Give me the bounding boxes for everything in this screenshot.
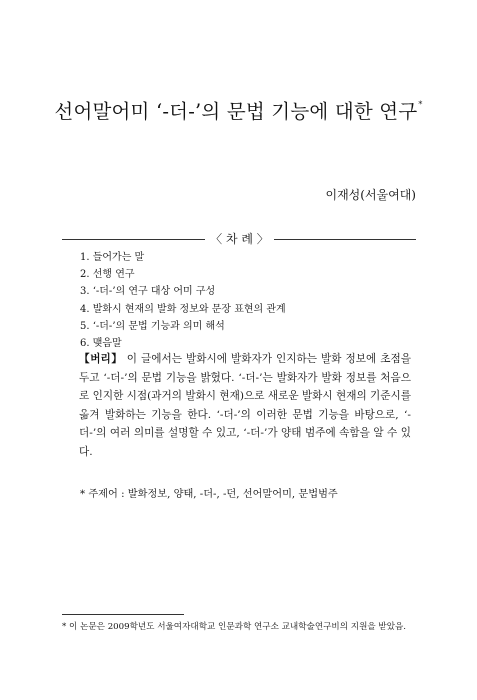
toc-item: 2. 선행 연구	[80, 269, 135, 281]
footnote: * 이 논문은 2009학년도 서울여자대학교 인문과학 연구소 교내학술연구비의 지원을 받았음.	[62, 622, 407, 632]
toc-item: 6. 맺음말	[80, 338, 122, 350]
toc-item: 5. ‘-더-’의 문법 기능과 의미 해석	[80, 320, 225, 332]
footnote-divider	[62, 614, 184, 615]
author-affiliation: 이재성(서울여대)	[325, 188, 416, 202]
toc-item: 3. ‘-더-’의 연구 대상 어미 구성	[80, 286, 216, 298]
toc-item: 4. 발화시 현재의 발화 정보와 문장 표현의 관계	[80, 303, 286, 315]
toc-list	[80, 249, 286, 352]
abstract	[79, 350, 411, 461]
toc-item: 1. 들어가는 말	[80, 252, 145, 263]
paper-title-text: 선어말어미 ‘-더-’의 문법 기능에 대한 연구	[54, 100, 418, 123]
toc-heading-label: 〈 차 례 〉	[210, 232, 269, 246]
toc-heading	[62, 230, 416, 248]
toc-rule-right	[274, 239, 416, 240]
keywords: * 주제어 : 발화정보, 양태, -더-, -던, 선어말어미, 문법범주	[80, 489, 338, 500]
toc-rule-left	[62, 239, 205, 240]
abstract-body: 이 글에서는 발화시에 발화자가 인지하는 발화 정보에 초점을 두고 ‘-더-’의 문법 기능을 밝혔다. ‘-더-’는 발화자가 발화 정보를 처음으로 인지한 시점(과거의 발화시 현재)으로 새로운 발화시 현재의 기준시를 옮겨 발화하는 기능을 한다. ‘-더-’의 이러한 문법 기능을 바탕으로, ‘-더-’의 여러 의미를 설명할 수 있고, ‘-더-’가 양태 범주에 속함을 알 수 있다.	[79, 353, 411, 458]
title-footnote-mark: *	[418, 100, 423, 109]
paper-title	[0, 92, 477, 125]
abstract-label: 【버리】	[79, 353, 123, 365]
